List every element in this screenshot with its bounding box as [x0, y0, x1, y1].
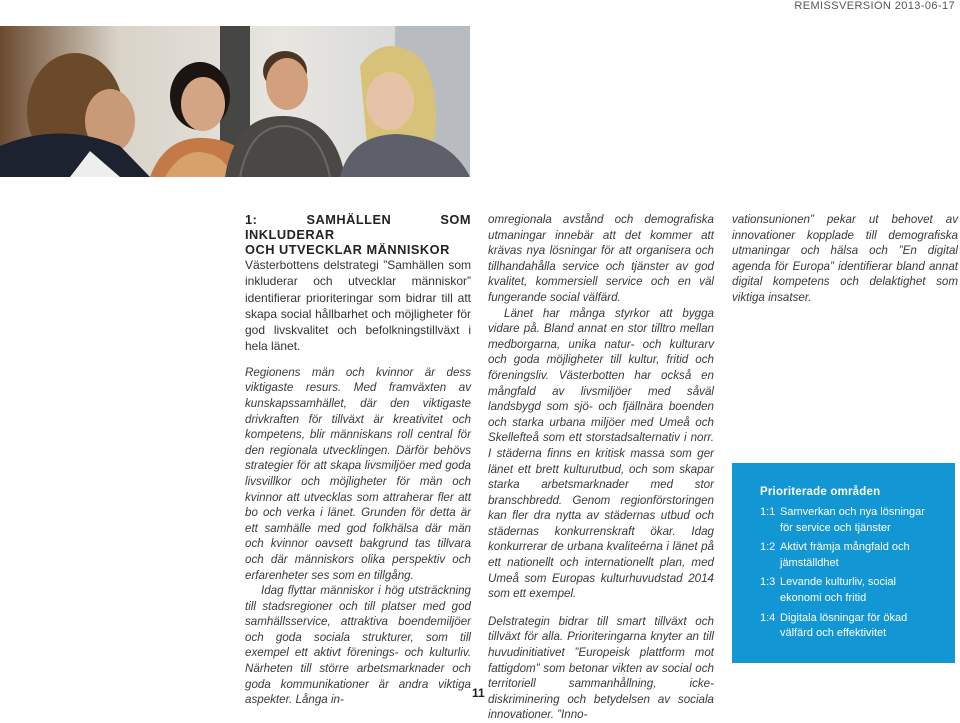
heading-line-1: 1: SAMHÄLLEN SOM INKLUDERAR [245, 212, 471, 242]
heading-line-2: OCH UTVECKLAR MÄNNISKOR [245, 242, 450, 257]
priorities-list [760, 505, 940, 646]
priorities-box [732, 463, 955, 663]
priority-number: 1:1 [760, 506, 776, 518]
list-item [760, 611, 940, 642]
list-item [760, 540, 940, 571]
priorities-title: Prioriterade områden [760, 486, 881, 498]
body-paragraph: omregionala avstånd och demografiska utmaningar innebär att det kommer att krävas nya lösningar för att organisera och tillhandahålla service och tjänster av god kvalitet, kommersiell service och en väl fungerande social välfärd. [488, 213, 714, 304]
body-paragraph: Delstrategin bidrar till smart tillväxt och tillväxt för alla. Prioriteringarna knyter an till huvudinitiativet ”Europeisk plattform mot fattigdom” som betonar vikten av social och territoriell sammanhållning, icke-diskriminering och betydelsen av sociala innovationer. ”Inno- [488, 614, 714, 722]
body-paragraph: Regionens män och kvinnor är dess viktigaste resurs. Med framväxten av kunskapssamhället, där den viktigaste drivkraften för tillväxt är kreativitet och kompetens, blir människans roll central för den regionala utvecklingen. Därför behövs strategier för att skapa livsmiljöer med goda livsvillkor och möjligheter för män och kvinnor att utvecklas som attraherar fler att bo och verka i länet. Grunden för detta är ett samhälle med god folkhälsa där män och kvinnor oavsett bakgrund tas tillvara och där människors olika perspektiv och erfarenheter ses som en tillgång. [245, 365, 471, 582]
body-paragraph: Idag flyttar människor i hög utsträckning till stadsregioner och till platser med god samhällsservice, attraktiva boendemiljöer och goda sociala strukturer, som till exempel ett aktivt förenings- och kulturliv. Närheten till större arbetsmarknader och goda kommunikationer är andra viktiga aspekter. Långa in- [245, 584, 471, 707]
priority-text: Digitala lösningar för ökad välfärd och effektivitet [780, 611, 908, 640]
list-item [760, 575, 940, 606]
people-photo [0, 26, 470, 177]
priority-text: Aktivt främja mångfald och jämställdhet [780, 541, 910, 569]
priority-text: Levande kulturliv, social ekonomi och fritid [780, 576, 896, 604]
lead-paragraph: Västerbottens delstrategi ”Samhällen som inkluderar och utvecklar människor” identifierar prioriteringar som bidrar till att skapa social hållbarhet och möjligheter för god livskvalitet och befolkningstillväxt i hela länet. [245, 258, 471, 354]
list-item [760, 505, 940, 536]
priority-number: 1:2 [760, 541, 776, 554]
priority-number: 1:3 [760, 576, 776, 589]
body-paragraph: vationsunionen” pekar ut behovet av innovationer kopplade till demografiska utmaningar och hälsa och ”En digital agenda för Europa” identifierar bland annat digital kompetens och delaktighet som viktiga insatser. [732, 213, 958, 304]
column-2 [488, 212, 714, 723]
document-version-label: REMISSVERSION 2013-06-17 [794, 0, 955, 12]
section-heading [245, 212, 471, 257]
priority-number: 1:4 [760, 611, 776, 624]
body-paragraph: Länet har många styrkor att bygga vidare på. Bland annat en stor tilltro mellan medborgarna, unika natur- och kulturarv och goda möjligheter till kultur, fritid och föreningsliv. Västerbotten har också en mångfald av livsmiljöer med såväl landsbygd som sjö- och fjällnära boenden och starka urbana miljöer med Umeå och Skellefteå som ett storstadsalternativ i norr. I städerna finns en kritisk massa som ger länet ett brett kulturutbud, och som skapar starka arbetsmarknader med stor branschbredd. Genom regionförstoringen kan fler dra nytta av städernas utbud och städernas konkurrenskraft ökar. Idag konkurrerar de urbana kvaliteérna i länet på ett nationellt och internationellt plan, med Umeå som Europas kulturhuvudstad 2014 som ett exempel. [488, 306, 714, 601]
column-1 [245, 212, 471, 708]
priority-text: Samverkan och nya lösningar för service och tjänster [780, 506, 925, 534]
column-3 [732, 212, 958, 306]
page-number: 11 [472, 686, 485, 700]
